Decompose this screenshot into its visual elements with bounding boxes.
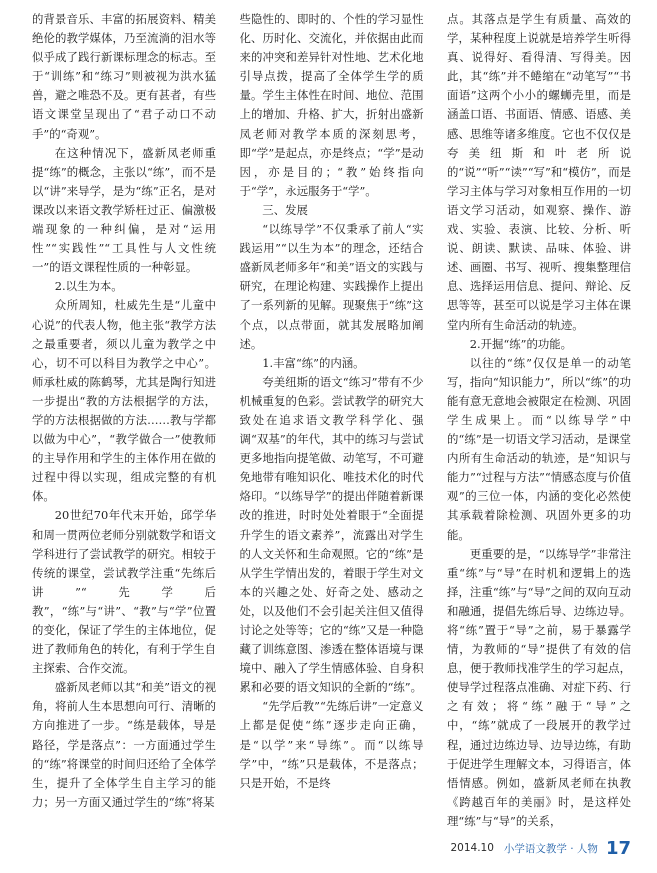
page-number: 17 (605, 837, 631, 859)
paragraph: 点。其落点是学生有质量、高效的学，某种程度上说就是培养学生听得真、说得好、看得清、写得美。因此，其“练”并不蜷缩在“动笔写”“书面语”这两个小小的螺蛳壳里，而是涵盖口语、书面语、情感、语感、美感、思维等诸多维度。它也不仅仅是夸美纽斯和叶老所说的“说”“听”“读”“写”和“模仿”，而是学习主体与学习对象相互作用的一切语文学习活动，如观察、操作、游戏、实验、表演、比较、分析、听说、朗读、默读、品味、体验、讲述、画圈、书写、视听、搜集整理信息、选择运用信息、提问、辩论、反思等等，甚至可以说是学习主体在课堂内所有生命活动的轨迹。 (447, 12, 631, 332)
paragraph: 以往的“练”仅仅是单一的动笔写，指向“知识能力”，所以“练”的功能有意无意地会被限定在检测、巩固学生成果上。而“以练导学”中的“练”是一切语文学习活动，是课堂内所有生命活动的轨迹，是“知识与能力”“过程与方法”“情感态度与价值观”的三位一体，内涵的变化必然使其承载着除检测、巩固外更多的功能。 (447, 355, 631, 542)
paragraph: 众所周知，杜威先生是“儿童中心说”的代表人物，他主张“教学方法之最重要者，须以儿童为教学之中心，切不可以科目为教学之中心”。师承杜威的陈鹤琴，尤其是陶行知进一步提出“教的方法根据学的方法，学的方法根据做的方法……教与学都以做为中心”，“教学做合一”使教师的主导作用和学生的主体作用在做的过程中得以实现，组成完整的有机体。 (32, 298, 216, 504)
article-body (32, 10, 631, 832)
publication-name: 小学语文教学 · 人物 (503, 842, 598, 855)
paragraph: 盛新凤老师以其“和美”语文的视角，将前人生本思想向可行、清晰的方向推进了一步。“练是载体，导是路径，学是落点”：一方面通过学生的“练”将课堂的时间归还给了全体学生，提升了全体学生自主学习的能力；另一方面又通过学生的“练”将某 (32, 680, 216, 809)
paragraph: 更重要的是，“以练导学”非常注重“练”与“导”在时机和逻辑上的选择，注重“练”与“导”之间的双向互动和融通，提倡先练后导、边练边导。将“练”置于“导”之前，易于暴露学情，为教师的“导”提供了有效的信息，便于教师找准学生的学习起点，使导学过程落点准确、对症下药、行之有效；将“练”融于“导”之中，“练”就成了一段展开的教学过程，通过边练边导、边导边练，有助于促进学生理解文本，习得语言，体悟情感。例如，盛新凤老师在执教《跨越百年的美丽》时，是这样处理“练”与“导”的关系， (447, 546, 631, 828)
paragraph: “以练导学”不仅秉承了前人“实践运用”“以生为本”的理念，还结合盛新凤老师多年“和美”语文的实践与研究，在理论构建、实践操作上提出了一系列新的见解。现聚焦于“练”这个点，以点带面，就其发展略加阐述。 (239, 222, 424, 351)
section-heading: 2.开掘“练”的功能。 (469, 336, 573, 351)
text-column-2 (240, 10, 424, 832)
section-heading: 2.以生为本。 (54, 279, 123, 294)
paragraph: 的背景音乐、丰富的拓展资料、精美绝伦的教学媒体，乃至流淌的泪水等似乎成了践行新课标理念的标志。至于“训练”和“练习”则被视为洪水猛兽，避之唯恐不及。更有甚者，有些语文课堂呈现出了“君子动口不动手”的“奇观”。 (32, 12, 216, 141)
page-footer (32, 836, 631, 860)
issue-date: 2014.10 (450, 842, 494, 854)
section-heading: 三、发展 (262, 202, 308, 217)
paragraph: 20世纪70年代末开始，邱学华和周一贯两位老师分别就数学和语文学科进行了尝试教学的研究。相较于传统的课堂，尝试教学注重“先练后讲”“先学后教”，“练”与“讲”、“教”与“学”位置的变化，保证了学生的主体地位，促进了教师角色的转化，有利于学生自主探索、合作交流。 (32, 508, 216, 676)
section-heading: 1.丰富“练”的内涵。 (262, 355, 365, 370)
text-column-1 (32, 10, 216, 832)
paragraph: 些隐性的、即时的、个性的学习显性化、历时化、交流化，并依据由此而来的冲突和差异针对性地、艺术化地引导点拨，提高了全体学生学的质量。学生主体性在时间、地位、范围上的增加、升格、扩大，折射出盛新凤老师对教学本质的深刻思考，即“学”是起点，亦是终点；“学”是动因，亦是目的；“教”始终指向于“学”，永远服务于“学”。 (239, 12, 424, 198)
paragraph: 夸美纽斯的语文“练习”带有不少机械重复的色彩。尝试教学的研究大致处在追求语文教学科学化、强调“双基”的年代，其中的练习与尝试更多地指向提笔做、动笔写，不可避免地带有唯知识化、唯技术化的时代烙印。“以练导学”的提出伴随着新课改的推进，时时处处着眼于“全面提升学生的语文素养”，流露出对学生的人文关怀和生命观照。它的“练”是从学生学情出发的，着眼于学生对文本的兴趣之处、好奇之处、感动之处，以及他们不会引起关注但又值得讨论之处等等；它的“练”又是一种隐藏了训练意图、渗透在整体语境与课境中、融入了学生情感体验、自身积累和必要的语文知识的全新的“练”。 (239, 374, 424, 695)
paragraph: “先学后教”“先练后讲”一定意义上都是促使“练”逐步走向正确，是“以学”来“导练”。而“以练导学”中，“练”只是载体，不是落点；只是开始，不是终 (239, 699, 424, 790)
paragraph: 在这种情况下，盛新凤老师重提“练”的概念，主张以“练”，而不是以“讲”来导学，是为“练”正名，是对课改以来语文教学矫枉过正、偏激极端现象的一种纠偏，是对“运用性”“实践性”“工具性与人文性统一”的语文课程性质的一种彰显。 (32, 145, 216, 275)
text-column-3 (447, 10, 631, 832)
